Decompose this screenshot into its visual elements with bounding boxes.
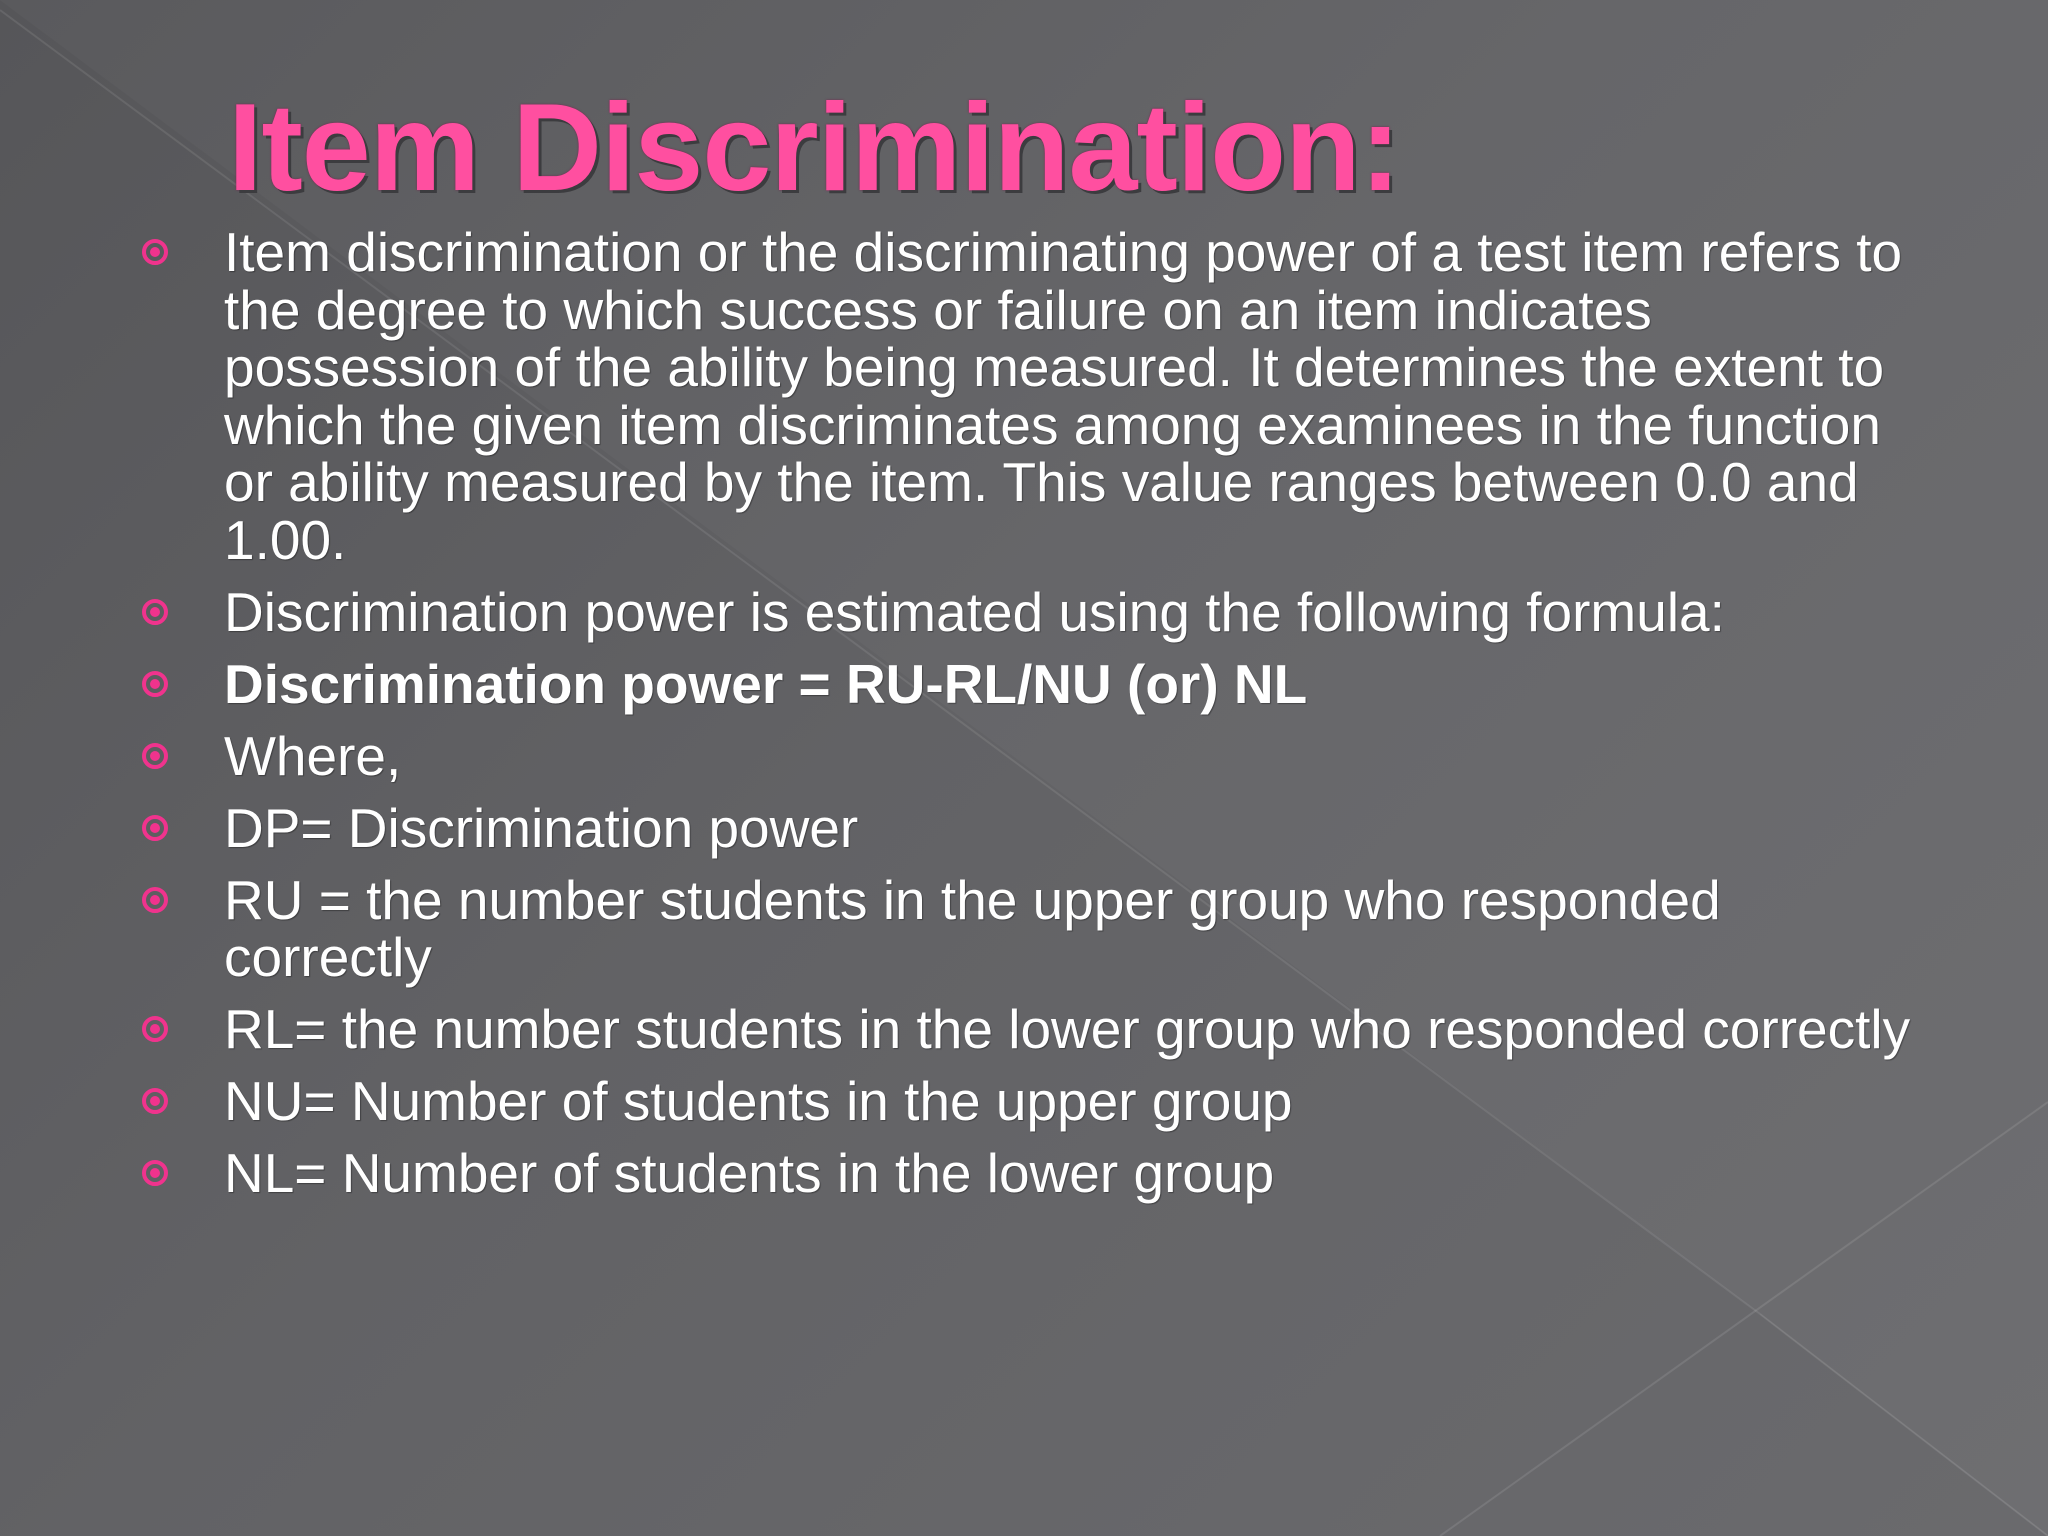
bullet-item — [140, 868, 1920, 988]
bullet-dot-icon — [142, 239, 168, 265]
bullet-text: NU= Number of students in the upper group — [224, 1070, 1293, 1132]
bullet-text: Item discrimination or the discriminating power of a test item refers to the degree to which success or failure on an item indicates possession of the ability being measured. It determines the extent to which the given item discriminates among examinees in the function or ability measured by the item. This value ranges between 0.0 and 1.00. — [224, 221, 1903, 571]
bullet-text: Where, — [224, 724, 402, 787]
slide-title: Item Discrimination: — [228, 79, 1400, 217]
bullet-dot-icon — [142, 743, 168, 769]
bullet-dot-icon — [142, 887, 168, 913]
bullet-list — [140, 221, 1920, 1217]
bullet-item — [140, 796, 1920, 859]
bullet-text: NL= Number of students in the lower group — [224, 1142, 1275, 1204]
formula-text: Discrimination power = RU-RL/NU (or) NL — [224, 652, 1308, 715]
bullet-item — [140, 998, 1920, 1060]
bullet-item — [140, 1070, 1920, 1132]
bullet-dot-icon — [142, 815, 168, 841]
bullet-item — [140, 724, 1920, 787]
bullet-dot-icon — [142, 599, 168, 625]
bullet-dot-icon — [142, 671, 168, 697]
bullet-text: DP= Discrimination power — [224, 796, 859, 859]
bullet-text: RL= the number students in the lower group who responded correctly — [224, 998, 1911, 1060]
bullet-item — [140, 580, 1920, 643]
bullet-item-formula — [140, 652, 1920, 715]
bullet-dot-icon — [142, 1088, 168, 1114]
bullet-text: Discrimination power is estimated using the following formula: — [224, 580, 1725, 643]
bullet-item — [140, 1142, 1920, 1204]
bullet-dot-icon — [142, 1016, 168, 1042]
bullet-dot-icon — [142, 1160, 168, 1186]
bullet-text: RU = the number students in the upper group who responded correctly — [224, 868, 1721, 988]
bullet-item — [140, 221, 1920, 571]
